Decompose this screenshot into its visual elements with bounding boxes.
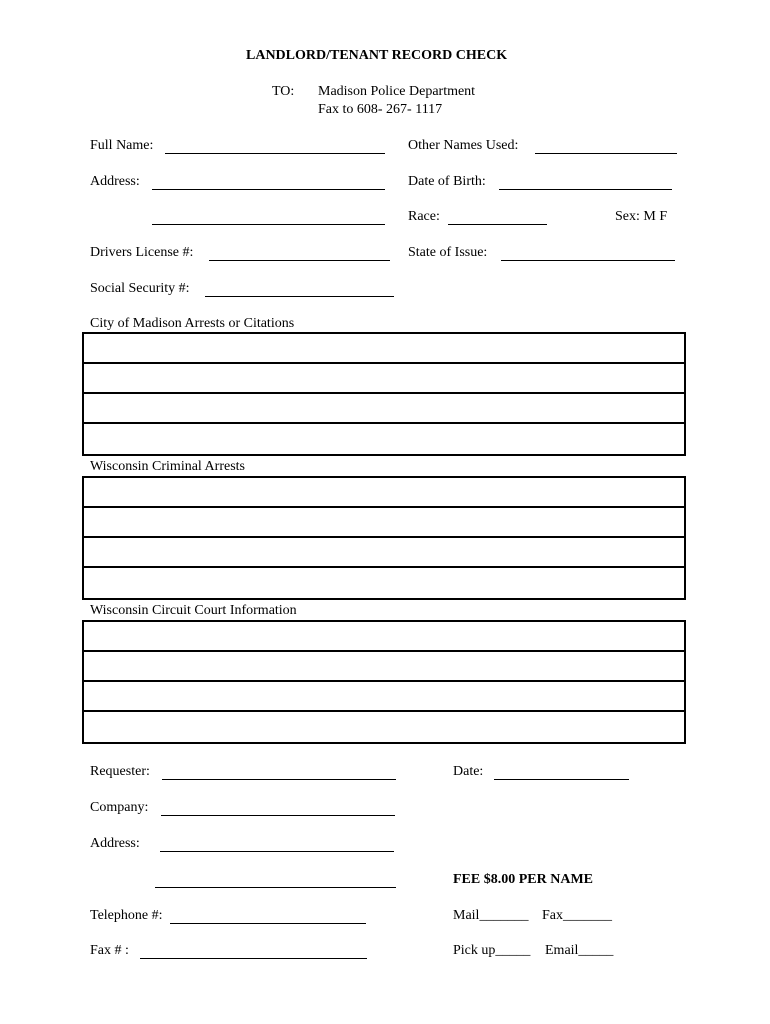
sex-options[interactable]: Sex: M F	[615, 209, 668, 224]
fee-text: FEE $8.00 PER NAME	[453, 872, 593, 887]
fax-label: Fax # :	[90, 943, 129, 958]
dob-field[interactable]	[499, 189, 672, 190]
full-name-field[interactable]	[165, 153, 385, 154]
table-row[interactable]	[84, 508, 684, 538]
race-label: Race:	[408, 209, 440, 224]
address-field-2[interactable]	[152, 224, 385, 225]
date-label: Date:	[453, 764, 484, 779]
table-row[interactable]	[84, 364, 684, 394]
recipient-name: Madison Police Department	[318, 84, 476, 99]
address-label: Address:	[90, 174, 140, 189]
full-name-label: Full Name:	[90, 138, 154, 153]
mail-option[interactable]: Mail_______	[453, 908, 529, 923]
telephone-label: Telephone #:	[90, 908, 163, 923]
ssn-field[interactable]	[205, 296, 394, 297]
form-title: LANDLORD/TENANT RECORD CHECK	[246, 48, 508, 63]
table-row[interactable]	[84, 538, 684, 568]
table-row[interactable]	[84, 712, 684, 742]
requester-address-field-2[interactable]	[155, 887, 396, 888]
other-names-label: Other Names Used:	[408, 138, 519, 153]
race-field[interactable]	[448, 224, 547, 225]
company-label: Company:	[90, 800, 149, 815]
table-row[interactable]	[84, 478, 684, 508]
requester-address-label: Address:	[90, 836, 140, 851]
company-field[interactable]	[161, 815, 395, 816]
email-option[interactable]: Email_____	[545, 943, 614, 958]
table-row[interactable]	[84, 568, 684, 598]
fax-number: Fax to 608- 267- 1117	[318, 102, 443, 117]
drivers-license-label: Drivers License #:	[90, 245, 194, 260]
table-row[interactable]	[84, 334, 684, 364]
address-field-1[interactable]	[152, 189, 385, 190]
table-row[interactable]	[84, 682, 684, 712]
other-names-field[interactable]	[535, 153, 677, 154]
state-of-issue-field[interactable]	[501, 260, 675, 261]
table-row[interactable]	[84, 424, 684, 454]
table-row[interactable]	[84, 622, 684, 652]
requester-field[interactable]	[162, 779, 396, 780]
telephone-field[interactable]	[170, 923, 366, 924]
fax-option[interactable]: Fax_______	[542, 908, 612, 923]
city-arrests-table	[82, 332, 686, 456]
dob-label: Date of Birth:	[408, 174, 486, 189]
section-label: City of Madison Arrests or Citations	[90, 316, 295, 331]
wi-criminal-table	[82, 476, 686, 600]
wi-circuit-court-table	[82, 620, 686, 744]
fax-field[interactable]	[140, 958, 367, 959]
drivers-license-field[interactable]	[209, 260, 390, 261]
ssn-label: Social Security #:	[90, 281, 190, 296]
section-label: Wisconsin Criminal Arrests	[90, 459, 245, 474]
to-label: TO:	[272, 84, 295, 99]
table-row[interactable]	[84, 652, 684, 682]
section-label: Wisconsin Circuit Court Information	[90, 603, 297, 618]
date-field[interactable]	[494, 779, 629, 780]
state-of-issue-label: State of Issue:	[408, 245, 488, 260]
requester-label: Requester:	[90, 764, 150, 779]
table-row[interactable]	[84, 394, 684, 424]
requester-address-field-1[interactable]	[160, 851, 394, 852]
pickup-option[interactable]: Pick up_____	[453, 943, 531, 958]
